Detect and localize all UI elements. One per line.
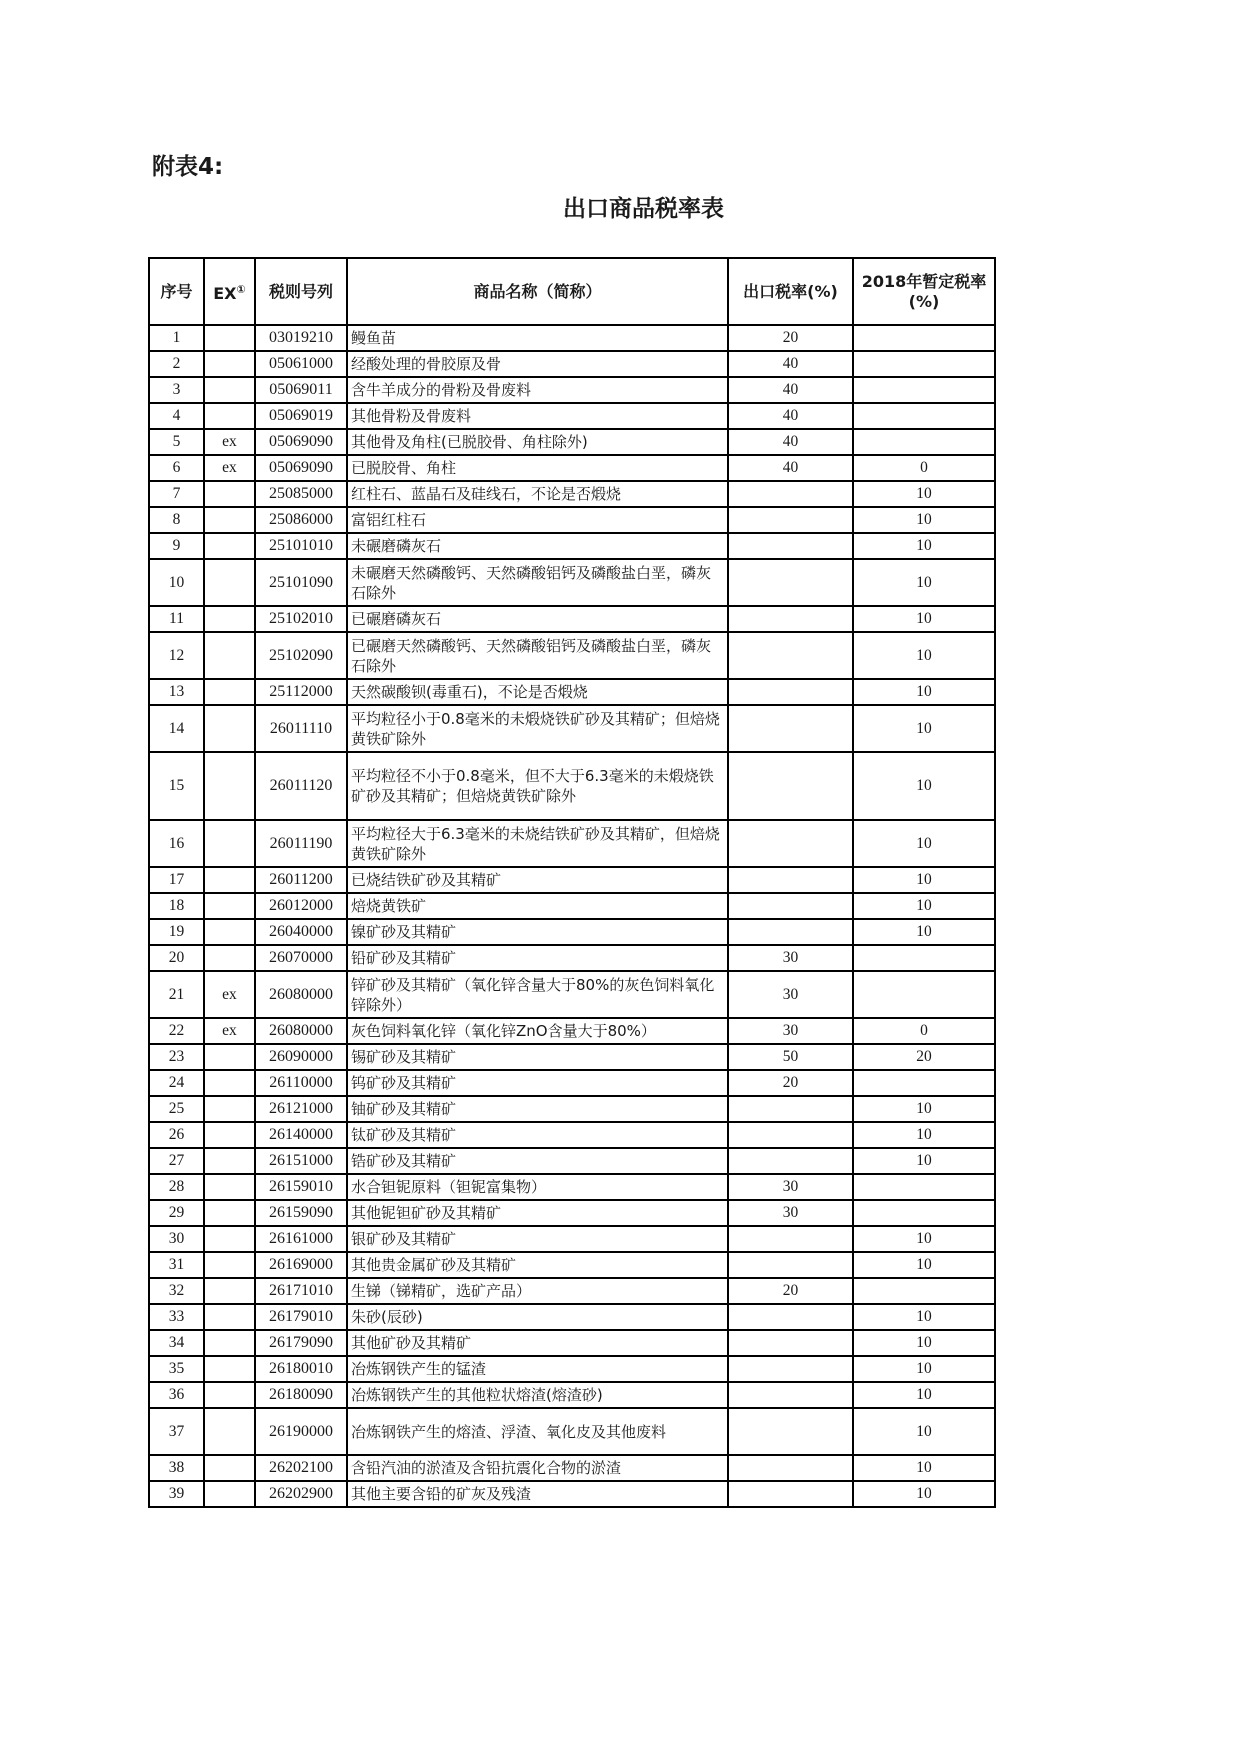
cell-provisional-rate: 10 xyxy=(853,1382,995,1408)
cell-code: 26070000 xyxy=(255,945,347,971)
table-row xyxy=(149,325,995,351)
table-row xyxy=(149,1382,995,1408)
cell-export-rate xyxy=(728,1122,853,1148)
cell-seq: 3 xyxy=(149,377,204,403)
cell-name: 锆矿砂及其精矿 xyxy=(347,1148,728,1174)
cell-provisional-rate: 10 xyxy=(853,1481,995,1507)
cell-export-rate xyxy=(728,1096,853,1122)
cell-ex xyxy=(204,1481,255,1507)
cell-name: 平均粒径不小于0.8毫米，但不大于6.3毫米的未煅烧铁矿砂及其精矿；但焙烧黄铁矿除外 xyxy=(347,752,728,820)
cell-name: 水合钽铌原料（钽铌富集物） xyxy=(347,1174,728,1200)
cell-name: 富铝红柱石 xyxy=(347,507,728,533)
cell-provisional-rate xyxy=(853,1174,995,1200)
cell-code: 26090000 xyxy=(255,1044,347,1070)
cell-code: 26161000 xyxy=(255,1226,347,1252)
cell-ex: ex xyxy=(204,971,255,1018)
cell-name: 朱砂(辰砂) xyxy=(347,1304,728,1330)
cell-name: 冶炼钢铁产生的锰渣 xyxy=(347,1356,728,1382)
cell-seq: 28 xyxy=(149,1174,204,1200)
cell-export-rate xyxy=(728,1356,853,1382)
cell-ex xyxy=(204,1044,255,1070)
cell-name: 焙烧黄铁矿 xyxy=(347,893,728,919)
cell-export-rate: 50 xyxy=(728,1044,853,1070)
table-row xyxy=(149,403,995,429)
table-row xyxy=(149,1455,995,1481)
cell-code: 25102090 xyxy=(255,632,347,679)
cell-ex xyxy=(204,919,255,945)
cell-provisional-rate xyxy=(853,403,995,429)
cell-name: 其他主要含铅的矿灰及残渣 xyxy=(347,1481,728,1507)
table-row xyxy=(149,1018,995,1044)
table-row xyxy=(149,1200,995,1226)
cell-export-rate: 40 xyxy=(728,455,853,481)
cell-seq: 35 xyxy=(149,1356,204,1382)
cell-export-rate xyxy=(728,533,853,559)
cell-export-rate xyxy=(728,1226,853,1252)
cell-provisional-rate: 10 xyxy=(853,1226,995,1252)
cell-seq: 10 xyxy=(149,559,204,606)
cell-seq: 17 xyxy=(149,867,204,893)
cell-seq: 15 xyxy=(149,752,204,820)
cell-seq: 30 xyxy=(149,1226,204,1252)
table-row xyxy=(149,606,995,632)
cell-ex xyxy=(204,705,255,752)
cell-export-rate xyxy=(728,632,853,679)
cell-seq: 16 xyxy=(149,820,204,867)
cell-seq: 12 xyxy=(149,632,204,679)
table-row xyxy=(149,919,995,945)
cell-seq: 11 xyxy=(149,606,204,632)
table-header-row xyxy=(149,258,995,325)
cell-export-rate: 30 xyxy=(728,1174,853,1200)
cell-code: 25101090 xyxy=(255,559,347,606)
cell-name: 平均粒径小于0.8毫米的未煅烧铁矿砂及其精矿；但焙烧黄铁矿除外 xyxy=(347,705,728,752)
cell-name: 其他矿砂及其精矿 xyxy=(347,1330,728,1356)
cell-provisional-rate: 10 xyxy=(853,507,995,533)
cell-seq: 2 xyxy=(149,351,204,377)
cell-provisional-rate: 10 xyxy=(853,1408,995,1455)
cell-ex xyxy=(204,507,255,533)
table-row xyxy=(149,1356,995,1382)
cell-ex xyxy=(204,1278,255,1304)
table-row xyxy=(149,705,995,752)
table-row xyxy=(149,1304,995,1330)
cell-provisional-rate: 10 xyxy=(853,1096,995,1122)
cell-export-rate xyxy=(728,1304,853,1330)
cell-name: 生锑（锑精矿，选矿产品） xyxy=(347,1278,728,1304)
cell-provisional-rate: 20 xyxy=(853,1044,995,1070)
cell-provisional-rate: 10 xyxy=(853,705,995,752)
cell-seq: 36 xyxy=(149,1382,204,1408)
table-row xyxy=(149,351,995,377)
cell-code: 26080000 xyxy=(255,1018,347,1044)
table-row xyxy=(149,632,995,679)
table-row xyxy=(149,1226,995,1252)
cell-seq: 24 xyxy=(149,1070,204,1096)
cell-export-rate xyxy=(728,1408,853,1455)
cell-ex xyxy=(204,481,255,507)
cell-code: 26151000 xyxy=(255,1148,347,1174)
table-row xyxy=(149,679,995,705)
cell-name: 锌矿砂及其精矿（氧化锌含量大于80%的灰色饲料氧化锌除外） xyxy=(347,971,728,1018)
header-seq: 序号 xyxy=(149,258,204,325)
cell-export-rate: 30 xyxy=(728,1018,853,1044)
cell-code: 26140000 xyxy=(255,1122,347,1148)
cell-ex xyxy=(204,893,255,919)
cell-name: 其他骨粉及骨废料 xyxy=(347,403,728,429)
header-code: 税则号列 xyxy=(255,258,347,325)
cell-export-rate xyxy=(728,481,853,507)
cell-name: 钛矿砂及其精矿 xyxy=(347,1122,728,1148)
cell-ex xyxy=(204,1122,255,1148)
table-row xyxy=(149,559,995,606)
cell-ex xyxy=(204,559,255,606)
cell-code: 26179090 xyxy=(255,1330,347,1356)
cell-provisional-rate: 10 xyxy=(853,893,995,919)
cell-name: 红柱石、蓝晶石及硅线石，不论是否煅烧 xyxy=(347,481,728,507)
cell-code: 26159010 xyxy=(255,1174,347,1200)
cell-seq: 31 xyxy=(149,1252,204,1278)
cell-code: 26180010 xyxy=(255,1356,347,1382)
cell-code: 05069011 xyxy=(255,377,347,403)
table-row xyxy=(149,1044,995,1070)
cell-seq: 23 xyxy=(149,1044,204,1070)
cell-export-rate: 20 xyxy=(728,1278,853,1304)
cell-name: 未碾磨天然磷酸钙、天然磷酸铝钙及磷酸盐白垩，磷灰石除外 xyxy=(347,559,728,606)
cell-code: 25086000 xyxy=(255,507,347,533)
table-row xyxy=(149,1481,995,1507)
cell-code: 05069090 xyxy=(255,455,347,481)
cell-name: 未碾磨磷灰石 xyxy=(347,533,728,559)
cell-provisional-rate: 10 xyxy=(853,533,995,559)
cell-ex xyxy=(204,1200,255,1226)
cell-export-rate: 40 xyxy=(728,377,853,403)
table-row xyxy=(149,1070,995,1096)
cell-name: 含牛羊成分的骨粉及骨废料 xyxy=(347,377,728,403)
cell-provisional-rate: 10 xyxy=(853,679,995,705)
cell-seq: 7 xyxy=(149,481,204,507)
cell-code: 26202100 xyxy=(255,1455,347,1481)
cell-name: 已烧结铁矿砂及其精矿 xyxy=(347,867,728,893)
cell-name: 天然碳酸钡(毒重石)，不论是否煅烧 xyxy=(347,679,728,705)
table-row xyxy=(149,1278,995,1304)
cell-export-rate: 30 xyxy=(728,1200,853,1226)
cell-export-rate xyxy=(728,919,853,945)
cell-code: 26179010 xyxy=(255,1304,347,1330)
cell-ex xyxy=(204,403,255,429)
cell-provisional-rate: 10 xyxy=(853,1304,995,1330)
cell-export-rate: 40 xyxy=(728,351,853,377)
cell-ex xyxy=(204,533,255,559)
cell-export-rate xyxy=(728,1252,853,1278)
cell-export-rate xyxy=(728,606,853,632)
cell-ex xyxy=(204,1252,255,1278)
cell-code: 03019210 xyxy=(255,325,347,351)
cell-seq: 4 xyxy=(149,403,204,429)
cell-provisional-rate xyxy=(853,377,995,403)
cell-name: 经酸处理的骨胶原及骨 xyxy=(347,351,728,377)
cell-provisional-rate: 0 xyxy=(853,455,995,481)
cell-ex xyxy=(204,945,255,971)
cell-provisional-rate: 10 xyxy=(853,481,995,507)
cell-name: 镍矿砂及其精矿 xyxy=(347,919,728,945)
table-row xyxy=(149,893,995,919)
page-title: 出口商品税率表 xyxy=(563,196,724,222)
cell-code: 25102010 xyxy=(255,606,347,632)
cell-ex xyxy=(204,1070,255,1096)
cell-ex xyxy=(204,1096,255,1122)
cell-ex xyxy=(204,1174,255,1200)
cell-provisional-rate: 10 xyxy=(853,1356,995,1382)
cell-provisional-rate xyxy=(853,1200,995,1226)
cell-code: 26040000 xyxy=(255,919,347,945)
cell-code: 26011190 xyxy=(255,820,347,867)
table-row xyxy=(149,945,995,971)
cell-name: 锡矿砂及其精矿 xyxy=(347,1044,728,1070)
header-export-rate: 出口税率(%) xyxy=(728,258,853,325)
cell-export-rate: 30 xyxy=(728,945,853,971)
cell-name: 已脱胶骨、角柱 xyxy=(347,455,728,481)
table-row xyxy=(149,533,995,559)
cell-code: 26202900 xyxy=(255,1481,347,1507)
cell-seq: 19 xyxy=(149,919,204,945)
cell-code: 25101010 xyxy=(255,533,347,559)
cell-export-rate xyxy=(728,1148,853,1174)
cell-name: 已碾磨磷灰石 xyxy=(347,606,728,632)
cell-provisional-rate: 10 xyxy=(853,1330,995,1356)
cell-export-rate: 20 xyxy=(728,1070,853,1096)
cell-provisional-rate: 10 xyxy=(853,1148,995,1174)
export-tax-rate-table xyxy=(148,257,996,1508)
table-row xyxy=(149,507,995,533)
table-row xyxy=(149,752,995,820)
cell-ex xyxy=(204,1226,255,1252)
cell-seq: 27 xyxy=(149,1148,204,1174)
table-row xyxy=(149,1148,995,1174)
cell-export-rate xyxy=(728,1481,853,1507)
cell-code: 05069090 xyxy=(255,429,347,455)
cell-name: 银矿砂及其精矿 xyxy=(347,1226,728,1252)
cell-ex xyxy=(204,1356,255,1382)
cell-name: 钨矿砂及其精矿 xyxy=(347,1070,728,1096)
cell-seq: 22 xyxy=(149,1018,204,1044)
cell-provisional-rate xyxy=(853,945,995,971)
header-provisional-rate: 2018年暂定税率(%) xyxy=(853,258,995,325)
cell-provisional-rate: 10 xyxy=(853,632,995,679)
cell-export-rate xyxy=(728,893,853,919)
cell-provisional-rate xyxy=(853,1070,995,1096)
cell-provisional-rate: 10 xyxy=(853,919,995,945)
table-row xyxy=(149,1096,995,1122)
cell-seq: 32 xyxy=(149,1278,204,1304)
cell-seq: 26 xyxy=(149,1122,204,1148)
table-row xyxy=(149,1330,995,1356)
cell-name: 铀矿砂及其精矿 xyxy=(347,1096,728,1122)
cell-code: 26011200 xyxy=(255,867,347,893)
cell-provisional-rate: 10 xyxy=(853,1252,995,1278)
cell-export-rate: 30 xyxy=(728,971,853,1018)
cell-export-rate xyxy=(728,867,853,893)
cell-name: 已碾磨天然磷酸钙、天然磷酸铝钙及磷酸盐白垩，磷灰石除外 xyxy=(347,632,728,679)
cell-export-rate xyxy=(728,705,853,752)
table-row xyxy=(149,1408,995,1455)
cell-provisional-rate: 0 xyxy=(853,1018,995,1044)
cell-code: 25085000 xyxy=(255,481,347,507)
cell-name: 含铅汽油的淤渣及含铅抗震化合物的淤渣 xyxy=(347,1455,728,1481)
cell-code: 05069019 xyxy=(255,403,347,429)
table-body xyxy=(149,325,995,1507)
cell-provisional-rate: 10 xyxy=(853,1455,995,1481)
cell-seq: 18 xyxy=(149,893,204,919)
table-row xyxy=(149,867,995,893)
header-ex-label: EX xyxy=(213,283,237,303)
cell-provisional-rate: 10 xyxy=(853,1122,995,1148)
cell-export-rate xyxy=(728,559,853,606)
cell-export-rate xyxy=(728,1330,853,1356)
cell-name: 其他铌钽矿砂及其精矿 xyxy=(347,1200,728,1226)
table-row xyxy=(149,1122,995,1148)
cell-export-rate xyxy=(728,1382,853,1408)
cell-code: 26171010 xyxy=(255,1278,347,1304)
cell-seq: 8 xyxy=(149,507,204,533)
cell-name: 其他贵金属矿砂及其精矿 xyxy=(347,1252,728,1278)
cell-seq: 38 xyxy=(149,1455,204,1481)
cell-code: 26190000 xyxy=(255,1408,347,1455)
cell-ex: ex xyxy=(204,455,255,481)
cell-name: 铅矿砂及其精矿 xyxy=(347,945,728,971)
cell-ex xyxy=(204,606,255,632)
cell-provisional-rate xyxy=(853,325,995,351)
cell-provisional-rate: 10 xyxy=(853,752,995,820)
cell-seq: 25 xyxy=(149,1096,204,1122)
cell-provisional-rate: 10 xyxy=(853,606,995,632)
cell-ex xyxy=(204,377,255,403)
cell-code: 26180090 xyxy=(255,1382,347,1408)
cell-code: 26011120 xyxy=(255,752,347,820)
cell-name: 冶炼钢铁产生的其他粒状熔渣(熔渣砂) xyxy=(347,1382,728,1408)
cell-seq: 29 xyxy=(149,1200,204,1226)
cell-ex xyxy=(204,325,255,351)
cell-name: 鳗鱼苗 xyxy=(347,325,728,351)
cell-ex xyxy=(204,1148,255,1174)
cell-seq: 33 xyxy=(149,1304,204,1330)
cell-code: 26011110 xyxy=(255,705,347,752)
header-name: 商品名称（简称） xyxy=(347,258,728,325)
cell-ex xyxy=(204,1455,255,1481)
cell-provisional-rate xyxy=(853,429,995,455)
cell-ex: ex xyxy=(204,1018,255,1044)
cell-code: 26121000 xyxy=(255,1096,347,1122)
cell-export-rate: 40 xyxy=(728,403,853,429)
table-row xyxy=(149,820,995,867)
header-ex xyxy=(204,258,255,325)
annex-label: 附表4: xyxy=(152,154,224,180)
cell-ex xyxy=(204,351,255,377)
cell-ex xyxy=(204,679,255,705)
cell-seq: 34 xyxy=(149,1330,204,1356)
cell-seq: 13 xyxy=(149,679,204,705)
table-row xyxy=(149,377,995,403)
cell-provisional-rate: 10 xyxy=(853,559,995,606)
table-row xyxy=(149,1174,995,1200)
cell-seq: 5 xyxy=(149,429,204,455)
cell-name: 冶炼钢铁产生的熔渣、浮渣、氧化皮及其他废料 xyxy=(347,1408,728,1455)
cell-code: 26159090 xyxy=(255,1200,347,1226)
cell-code: 26012000 xyxy=(255,893,347,919)
cell-ex xyxy=(204,1330,255,1356)
cell-ex xyxy=(204,820,255,867)
cell-code: 26080000 xyxy=(255,971,347,1018)
cell-provisional-rate xyxy=(853,1278,995,1304)
cell-seq: 1 xyxy=(149,325,204,351)
cell-export-rate: 20 xyxy=(728,325,853,351)
cell-ex xyxy=(204,1304,255,1330)
cell-ex xyxy=(204,752,255,820)
cell-ex xyxy=(204,1382,255,1408)
cell-name: 其他骨及角柱(已脱胶骨、角柱除外) xyxy=(347,429,728,455)
cell-seq: 9 xyxy=(149,533,204,559)
cell-seq: 20 xyxy=(149,945,204,971)
cell-ex: ex xyxy=(204,429,255,455)
cell-export-rate xyxy=(728,1455,853,1481)
cell-provisional-rate: 10 xyxy=(853,820,995,867)
table-row xyxy=(149,429,995,455)
cell-name: 平均粒径大于6.3毫米的未烧结铁矿砂及其精矿，但焙烧黄铁矿除外 xyxy=(347,820,728,867)
cell-provisional-rate: 10 xyxy=(853,867,995,893)
table-row xyxy=(149,971,995,1018)
cell-export-rate xyxy=(728,752,853,820)
cell-seq: 37 xyxy=(149,1408,204,1455)
cell-export-rate xyxy=(728,820,853,867)
cell-export-rate: 40 xyxy=(728,429,853,455)
cell-code: 26169000 xyxy=(255,1252,347,1278)
cell-code: 26110000 xyxy=(255,1070,347,1096)
cell-export-rate xyxy=(728,679,853,705)
table-row xyxy=(149,481,995,507)
cell-seq: 39 xyxy=(149,1481,204,1507)
table-row xyxy=(149,455,995,481)
cell-export-rate xyxy=(728,507,853,533)
cell-seq: 21 xyxy=(149,971,204,1018)
cell-ex xyxy=(204,632,255,679)
cell-code: 05061000 xyxy=(255,351,347,377)
cell-code: 25112000 xyxy=(255,679,347,705)
cell-ex xyxy=(204,867,255,893)
cell-provisional-rate xyxy=(853,351,995,377)
cell-name: 灰色饲料氧化锌（氧化锌ZnO含量大于80%） xyxy=(347,1018,728,1044)
cell-provisional-rate xyxy=(853,971,995,1018)
cell-seq: 6 xyxy=(149,455,204,481)
cell-ex xyxy=(204,1408,255,1455)
footnote-marker: ① xyxy=(236,282,246,296)
table-row xyxy=(149,1252,995,1278)
cell-seq: 14 xyxy=(149,705,204,752)
